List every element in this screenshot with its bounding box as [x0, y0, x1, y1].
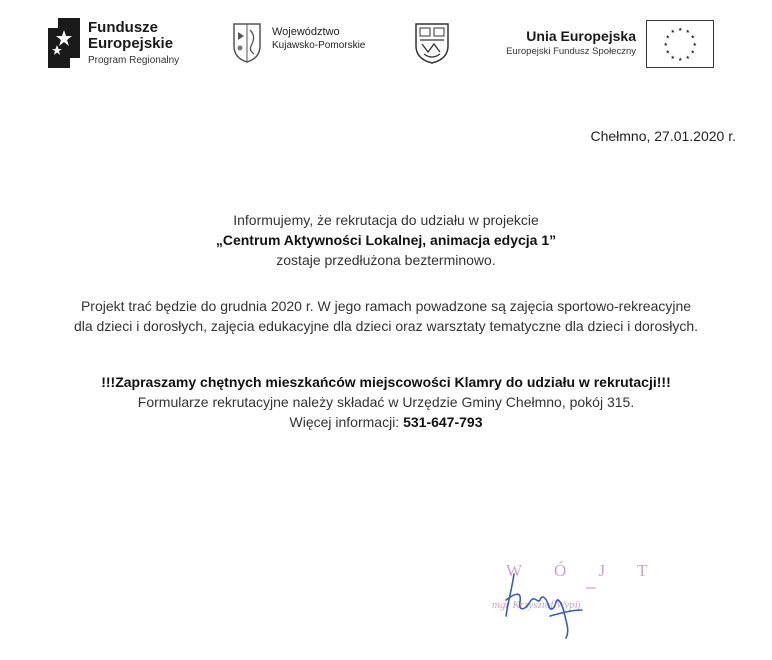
svg-text:★: ★ [665, 49, 670, 56]
fundusze-europejskie-logo [48, 18, 218, 70]
municipal-crest-icon [414, 22, 450, 64]
region-line1: Województwo [272, 26, 340, 38]
fundusze-line1: Fundusze [88, 19, 158, 36]
description-line-1: Projekt trać będzie do grudnia 2020 r. W jego ramach powadzone są zajęcia sportowo-rekreacyjne [80, 298, 692, 314]
recruitment-info [0, 372, 772, 432]
stamp-name: mgr Krzysztof Wypij [492, 599, 581, 611]
extension-line: zostaje przedłużona bezterminowo. [276, 252, 496, 268]
fundusze-line3: Program Regionalny [88, 55, 180, 66]
contact-label: Więcej informacji: [289, 414, 404, 430]
stamp-title: W Ó J T [506, 561, 662, 580]
svg-text:★: ★ [690, 49, 695, 56]
intro-line: Informujemy, że rekrutacja do udziału w projekcie [233, 212, 539, 228]
eu-logo [500, 18, 720, 68]
announcement-paragraph [0, 210, 772, 270]
eu-line1: Unia Europejska [526, 28, 636, 44]
svg-text:★: ★ [685, 55, 690, 61]
description-line-2: dla dzieci i dorosłych, zajęcia edukacyjne dla dzieci oraz warsztaty tematyczne dla dzieci i dorosłych. [73, 318, 699, 334]
fundusze-line2: Europejskie [88, 35, 174, 52]
svg-text:★: ★ [690, 34, 695, 41]
letter-date: Chełmno, 27.01.2020 r. [590, 128, 736, 144]
contact-line [0, 412, 772, 432]
wojewodztwo-logo [232, 22, 392, 66]
svg-text:★: ★ [678, 27, 683, 33]
svg-text:★: ★ [692, 42, 697, 48]
svg-text:★: ★ [678, 57, 683, 63]
invitation-line: !!!Zapraszamy chętnych mieszkańców miejscowości Klamry do udziału w rekrutacji!!! [101, 374, 671, 390]
eu-line2: Europejski Fundusz Społeczny [506, 46, 636, 57]
wojt-stamp-signature [478, 554, 678, 644]
region-shield-icon [232, 22, 262, 64]
contact-phone: 531-647-793 [403, 414, 483, 430]
svg-text:★: ★ [670, 55, 675, 61]
project-description [0, 296, 772, 336]
project-title: „Centrum Aktywności Lokalnej, animacja edycja 1” [215, 232, 557, 248]
svg-text:★: ★ [665, 34, 670, 41]
eu-flag-icon [646, 20, 714, 68]
svg-text:★: ★ [670, 29, 675, 35]
svg-text:★: ★ [663, 42, 668, 48]
forms-line: Formularze rekrutacyjne należy składać w Urzędzie Gminy Chełmno, pokój 315. [137, 394, 635, 410]
svg-text:★: ★ [685, 29, 690, 35]
region-line2: Kujawsko-Pomorskie [272, 40, 366, 51]
fundusze-europejskie-mark-icon [48, 18, 80, 68]
